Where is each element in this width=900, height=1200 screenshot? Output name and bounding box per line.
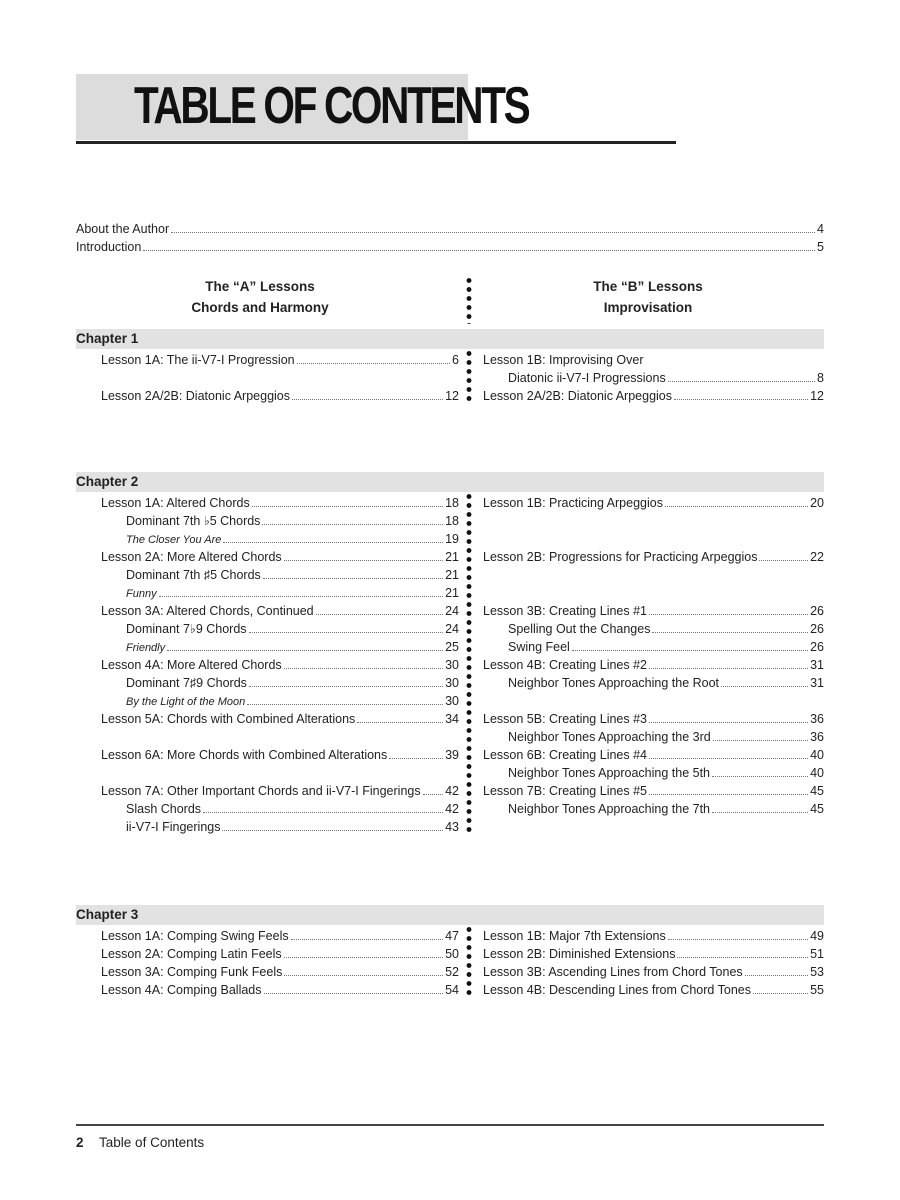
- chapter-section: [76, 905, 824, 1001]
- entry-label: Diatonic ii-V7-I Progressions: [508, 371, 666, 385]
- entry-page: 49: [810, 929, 824, 943]
- entry-label: Lesson 2A/2B: Diatonic Arpeggios: [483, 389, 673, 403]
- entry-label: Lesson 6A: More Chords with Combined Alterations: [101, 748, 388, 762]
- entry-page: 50: [445, 947, 459, 961]
- entry-label: Lesson 2B: Progressions for Practicing Arpeggios: [483, 550, 758, 564]
- entry-label: By the Light of the Moon: [126, 696, 246, 708]
- entry-page: 31: [810, 676, 824, 690]
- toc-entry[interactable]: [483, 620, 824, 638]
- toc-entry[interactable]: [101, 584, 459, 602]
- dot-leader: [297, 362, 450, 364]
- chapter-section: [76, 472, 824, 838]
- toc-entry[interactable]: [483, 764, 824, 782]
- toc-entry[interactable]: [483, 728, 824, 746]
- dot-leader: [316, 613, 443, 615]
- entry-label: Lesson 6B: Creating Lines #4: [483, 748, 647, 762]
- entry-label: Lesson 2B: Diminished Extensions: [483, 947, 676, 961]
- chapter-body: [76, 925, 824, 1001]
- entry-page: 30: [445, 658, 459, 672]
- toc-entry[interactable]: [101, 945, 459, 963]
- dot-leader: [357, 721, 443, 723]
- entry-label: Lesson 4A: Comping Ballads: [101, 983, 262, 997]
- entry-label: Lesson 1B: Major 7th Extensions: [483, 929, 666, 943]
- dot-leader: [171, 231, 815, 233]
- toc-entry[interactable]: [101, 602, 459, 620]
- entry-label: Neighbor Tones Approaching the 5th: [508, 766, 711, 780]
- entry-page: 19: [445, 532, 459, 546]
- toc-entry[interactable]: [101, 800, 459, 818]
- dot-leader: [677, 956, 808, 958]
- entry-page: 4: [817, 222, 824, 236]
- entry-label: Lesson 3A: Comping Funk Feels: [101, 965, 283, 979]
- toc-entry[interactable]: [483, 963, 824, 981]
- chapter-heading: Chapter 2: [76, 472, 824, 492]
- dot-leader: [649, 667, 808, 669]
- dot-leader: [665, 505, 808, 507]
- entry-page: 21: [445, 568, 459, 582]
- toc-entry[interactable]: [483, 387, 824, 405]
- entry-page: 20: [810, 496, 824, 510]
- footer-page-number: 2: [76, 1135, 84, 1150]
- toc-entry[interactable]: [483, 945, 824, 963]
- dot-leader: [143, 249, 815, 251]
- entry-label: Introduction: [76, 240, 142, 254]
- entry-page: 25: [445, 640, 459, 654]
- a-lessons-title: The “A” Lessons: [205, 279, 315, 294]
- column-divider: [462, 492, 476, 836]
- toc-entry[interactable]: [101, 494, 459, 512]
- toc-entry[interactable]: [76, 238, 824, 256]
- entry-page: 18: [445, 514, 459, 528]
- dot-leader: [745, 974, 808, 976]
- toc-entry[interactable]: [101, 638, 459, 656]
- dot-leader: [249, 685, 443, 687]
- entry-page: 21: [445, 586, 459, 600]
- toc-entry[interactable]: [101, 566, 459, 584]
- b-lessons-title: The “B” Lessons: [593, 279, 703, 294]
- toc-entry[interactable]: [483, 638, 824, 656]
- entry-label: Lesson 5A: Chords with Combined Alterations: [101, 712, 356, 726]
- dot-leader: [668, 938, 808, 940]
- toc-entry[interactable]: [483, 782, 824, 800]
- entry-label: Lesson 2A/2B: Diatonic Arpeggios: [101, 389, 291, 403]
- dot-leader: [247, 703, 443, 705]
- a-lessons-heading: [150, 276, 370, 318]
- entry-page: 22: [810, 550, 824, 564]
- toc-entry[interactable]: [101, 710, 459, 728]
- toc-entry[interactable]: [101, 387, 459, 405]
- entry-label: Lesson 3A: Altered Chords, Continued: [101, 604, 314, 618]
- dot-leader: [284, 667, 443, 669]
- toc-entry[interactable]: [101, 692, 459, 710]
- entry-page: 30: [445, 676, 459, 690]
- dot-leader: [252, 505, 443, 507]
- dot-leader: [753, 992, 808, 994]
- entry-page: 36: [810, 712, 824, 726]
- entry-label: Lesson 4A: More Altered Chords: [101, 658, 282, 672]
- entry-page: 31: [810, 658, 824, 672]
- entry-page: 40: [810, 766, 824, 780]
- entry-label: Lesson 1B: Practicing Arpeggios: [483, 496, 663, 510]
- entry-page: 36: [810, 730, 824, 744]
- entry-label: Lesson 7B: Creating Lines #5: [483, 784, 647, 798]
- entry-page: 55: [810, 983, 824, 997]
- dot-leader: [264, 992, 444, 994]
- entry-page: 12: [445, 389, 459, 403]
- entry-label: Lesson 4B: Creating Lines #2: [483, 658, 647, 672]
- entry-label: Neighbor Tones Approaching the 7th: [508, 802, 711, 816]
- toc-entry[interactable]: [101, 981, 459, 999]
- dot-leader: [649, 613, 808, 615]
- entry-page: 52: [445, 965, 459, 979]
- entry-page: 26: [810, 604, 824, 618]
- entry-page: 6: [452, 353, 459, 367]
- entry-page: 45: [810, 802, 824, 816]
- entry-label: Slash Chords: [126, 802, 202, 816]
- entry-label: Lesson 3B: Ascending Lines from Chord Tones: [483, 965, 743, 979]
- entry-page: 43: [445, 820, 459, 834]
- entry-page: 26: [810, 622, 824, 636]
- entry-label: Dominant 7th ♭5 Chords: [126, 514, 261, 528]
- entry-label: Dominant 7♯9 Chords: [126, 676, 247, 690]
- toc-entry[interactable]: [483, 927, 824, 945]
- entry-label: Lesson 1A: Comping Swing Feels: [101, 929, 289, 943]
- dot-leader: [284, 956, 443, 958]
- dot-leader: [159, 595, 444, 597]
- footer-label: Table of Contents: [99, 1135, 205, 1150]
- entry-page: 12: [810, 389, 824, 403]
- entry-label: Lesson 1A: The ii-V7-I Progression: [101, 353, 295, 367]
- entry-page: 45: [810, 784, 824, 798]
- toc-entry[interactable]: [101, 512, 459, 530]
- entry-page: 30: [445, 694, 459, 708]
- toc-entry[interactable]: [483, 800, 824, 818]
- toc-entry[interactable]: [101, 548, 459, 566]
- dot-leader: [292, 398, 443, 400]
- toc-entry[interactable]: [483, 981, 824, 999]
- entry-label: About the Author: [76, 222, 170, 236]
- entry-page: 47: [445, 929, 459, 943]
- b-lessons-heading: [538, 276, 758, 318]
- toc-entry[interactable]: [101, 620, 459, 638]
- toc-entry[interactable]: [101, 782, 459, 800]
- dot-leader: [572, 649, 808, 651]
- toc-entry[interactable]: [101, 530, 459, 548]
- entry-label: Lesson 7A: Other Important Chords and ii-V7-I Fingerings: [101, 784, 421, 798]
- entry-label: Lesson 4B: Descending Lines from Chord Tones: [483, 983, 751, 997]
- dot-leader: [291, 938, 443, 940]
- chapter-heading: Chapter 1: [76, 329, 824, 349]
- entry-label: Dominant 7th ♯5 Chords: [126, 568, 261, 582]
- entry-page: 39: [445, 748, 459, 762]
- entry-label: Friendly: [126, 642, 166, 654]
- title-rule: [76, 141, 676, 144]
- dot-leader: [712, 775, 808, 777]
- toc-entry[interactable]: [483, 602, 824, 620]
- toc-entry[interactable]: [76, 220, 824, 238]
- dot-leader: [721, 685, 808, 687]
- entry-label: Neighbor Tones Approaching the Root: [508, 676, 720, 690]
- toc-entry[interactable]: [483, 710, 824, 728]
- dot-leader: [223, 541, 443, 543]
- toc-entry[interactable]: [483, 369, 824, 387]
- entry-page: 5: [817, 240, 824, 254]
- footer-rule: [76, 1124, 824, 1126]
- dot-leader: [263, 577, 443, 579]
- entry-page: 26: [810, 640, 824, 654]
- entry-label: Spelling Out the Changes: [508, 622, 651, 636]
- toc-entry[interactable]: [101, 963, 459, 981]
- intro-list: [76, 220, 824, 256]
- entry-page: 42: [445, 784, 459, 798]
- entry-page: 51: [810, 947, 824, 961]
- dot-leader: [203, 811, 443, 813]
- dot-leader: [284, 559, 443, 561]
- dot-leader: [674, 398, 808, 400]
- chapter-section: [76, 329, 824, 407]
- dot-leader: [262, 523, 443, 525]
- column-divider: [462, 349, 476, 405]
- a-lessons-subtitle: Chords and Harmony: [191, 300, 329, 315]
- entry-page: 42: [445, 802, 459, 816]
- toc-entry[interactable]: [101, 656, 459, 674]
- entry-page: 53: [810, 965, 824, 979]
- dot-leader: [649, 793, 808, 795]
- entry-label: Swing Feel: [508, 640, 570, 654]
- dot-leader: [389, 757, 443, 759]
- toc-entry[interactable]: [101, 351, 459, 369]
- toc-entry[interactable]: [483, 656, 824, 674]
- entry-label: Neighbor Tones Approaching the 3rd: [508, 730, 711, 744]
- toc-entry[interactable]: [101, 746, 459, 764]
- entry-page: 8: [817, 371, 824, 385]
- dot-leader: [649, 721, 808, 723]
- entry-label: Dominant 7♭9 Chords: [126, 622, 247, 636]
- dot-leader: [249, 631, 444, 633]
- toc-entry[interactable]: [101, 927, 459, 945]
- entry-label: Lesson 2A: More Altered Chords: [101, 550, 282, 564]
- dot-leader: [712, 811, 808, 813]
- toc-entry[interactable]: [483, 494, 824, 512]
- entry-label: Lesson 1A: Altered Chords: [101, 496, 250, 510]
- dot-leader: [668, 380, 815, 382]
- entry-label: ii-V7-I Fingerings: [126, 820, 221, 834]
- entry-label: Lesson 5B: Creating Lines #3: [483, 712, 647, 726]
- entry-label: Lesson 1B: Improvising Over: [483, 353, 644, 367]
- toc-entry[interactable]: [483, 351, 824, 369]
- dot-leader: [652, 631, 808, 633]
- chapter-heading: Chapter 3: [76, 905, 824, 925]
- entry-label: Lesson 2A: Comping Latin Feels: [101, 947, 282, 961]
- toc-entry[interactable]: [483, 548, 824, 566]
- dot-leader: [284, 974, 443, 976]
- entry-label: Funny: [126, 588, 157, 600]
- toc-entry[interactable]: [483, 674, 824, 692]
- entry-page: 24: [445, 604, 459, 618]
- entry-page: 21: [445, 550, 459, 564]
- footer: [76, 1135, 204, 1150]
- page-title: TABLE OF CONTENTS: [134, 77, 529, 135]
- chapter-body: [76, 492, 824, 838]
- dot-leader: [759, 559, 808, 561]
- entry-page: 54: [445, 983, 459, 997]
- b-lessons-subtitle: Improvisation: [603, 300, 693, 315]
- dot-leader: [713, 739, 808, 741]
- entry-page: 18: [445, 496, 459, 510]
- entry-label: The Closer You Are: [126, 534, 222, 546]
- dot-leader: [167, 649, 443, 651]
- toc-entry[interactable]: [483, 746, 824, 764]
- chapter-body: [76, 349, 824, 407]
- column-divider: [462, 276, 476, 324]
- toc-entry[interactable]: [101, 818, 459, 836]
- entry-label: Lesson 3B: Creating Lines #1: [483, 604, 647, 618]
- entry-page: 40: [810, 748, 824, 762]
- entry-page: 34: [445, 712, 459, 726]
- toc-entry[interactable]: [101, 674, 459, 692]
- dot-leader: [222, 829, 443, 831]
- column-divider: [462, 925, 476, 999]
- dot-leader: [649, 757, 808, 759]
- entry-page: 24: [445, 622, 459, 636]
- dot-leader: [423, 793, 443, 795]
